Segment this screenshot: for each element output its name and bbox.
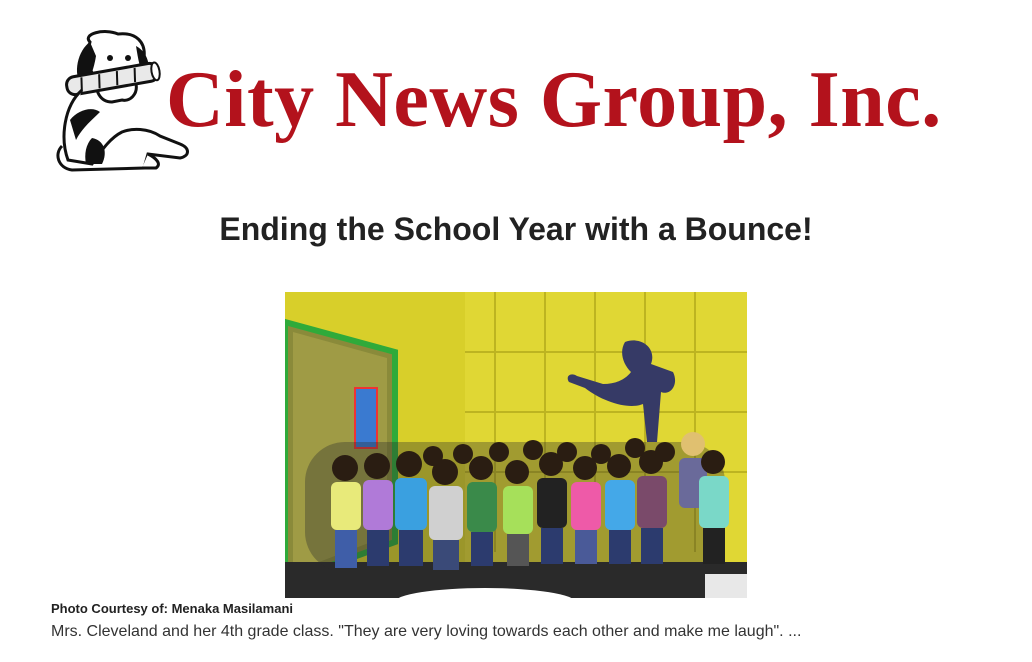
- class-photo-image: [285, 292, 747, 598]
- photo-credit: Photo Courtesy of: Menaka Masilamani: [51, 601, 293, 616]
- article-excerpt: Mrs. Cleveland and her 4th grade class. "They are very loving towards each other and make me laugh". ...: [51, 623, 802, 640]
- article-photo[interactable]: [285, 292, 747, 598]
- masthead: [52, 28, 972, 174]
- brand-name[interactable]: City News Group, Inc.: [166, 56, 942, 144]
- article-title[interactable]: Ending the School Year with a Bounce!: [219, 211, 813, 247]
